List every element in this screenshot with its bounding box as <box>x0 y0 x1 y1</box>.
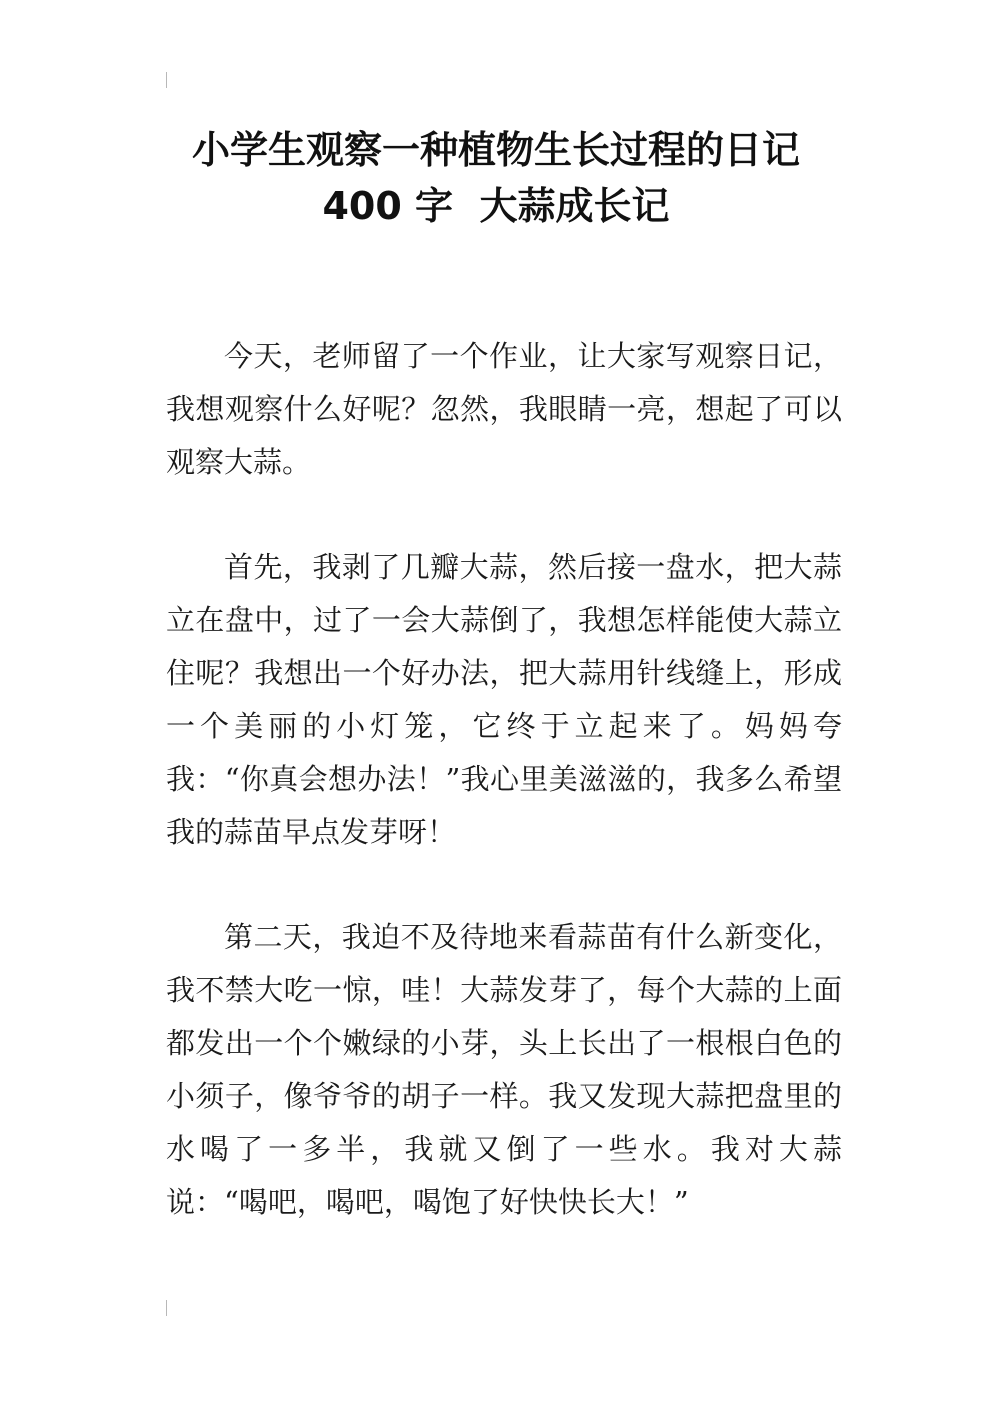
title-line-2: 400 字 大蒜成长记 <box>322 184 670 228</box>
paragraph-2: 首先，我剥了几瓣大蒜，然后接一盘水，把大蒜立在盘中，过了一会大蒜倒了，我想怎样能使大蒜立住呢？我想出一个好办法，把大蒜用针线缝上，形成一个美丽的小灯笼，它终于立起来了。妈妈夸我：“你真会想办法！”我心里美滋滋的，我多么希望我的蒜苗早点发芽呀！ <box>166 550 842 849</box>
paragraph-3: 第二天，我迫不及待地来看蒜苗有什么新变化，我不禁大吃一惊，哇！大蒜发芽了，每个大蒜的上面都发出一个个嫩绿的小芽，头上长出了一根根白色的小须子，像爷爷的胡子一样。我又发现大蒜把盘里的水喝了一多半，我就又倒了一些水。我对大蒜说：“喝吧，喝吧，喝饱了好快快长大！” <box>166 920 842 1219</box>
page-corner-mark-top <box>166 72 167 88</box>
title-line-1: 小学生观察一种植物生长过程的日记 <box>191 128 800 172</box>
document-title <box>130 122 862 234</box>
paragraph-1: 今天，老师留了一个作业，让大家写观察日记，我想观察什么好呢？忽然，我眼睛一亮，想起了可以观察大蒜。 <box>166 339 842 479</box>
document-body <box>166 330 842 1281</box>
page-corner-mark-bottom <box>166 1300 167 1316</box>
